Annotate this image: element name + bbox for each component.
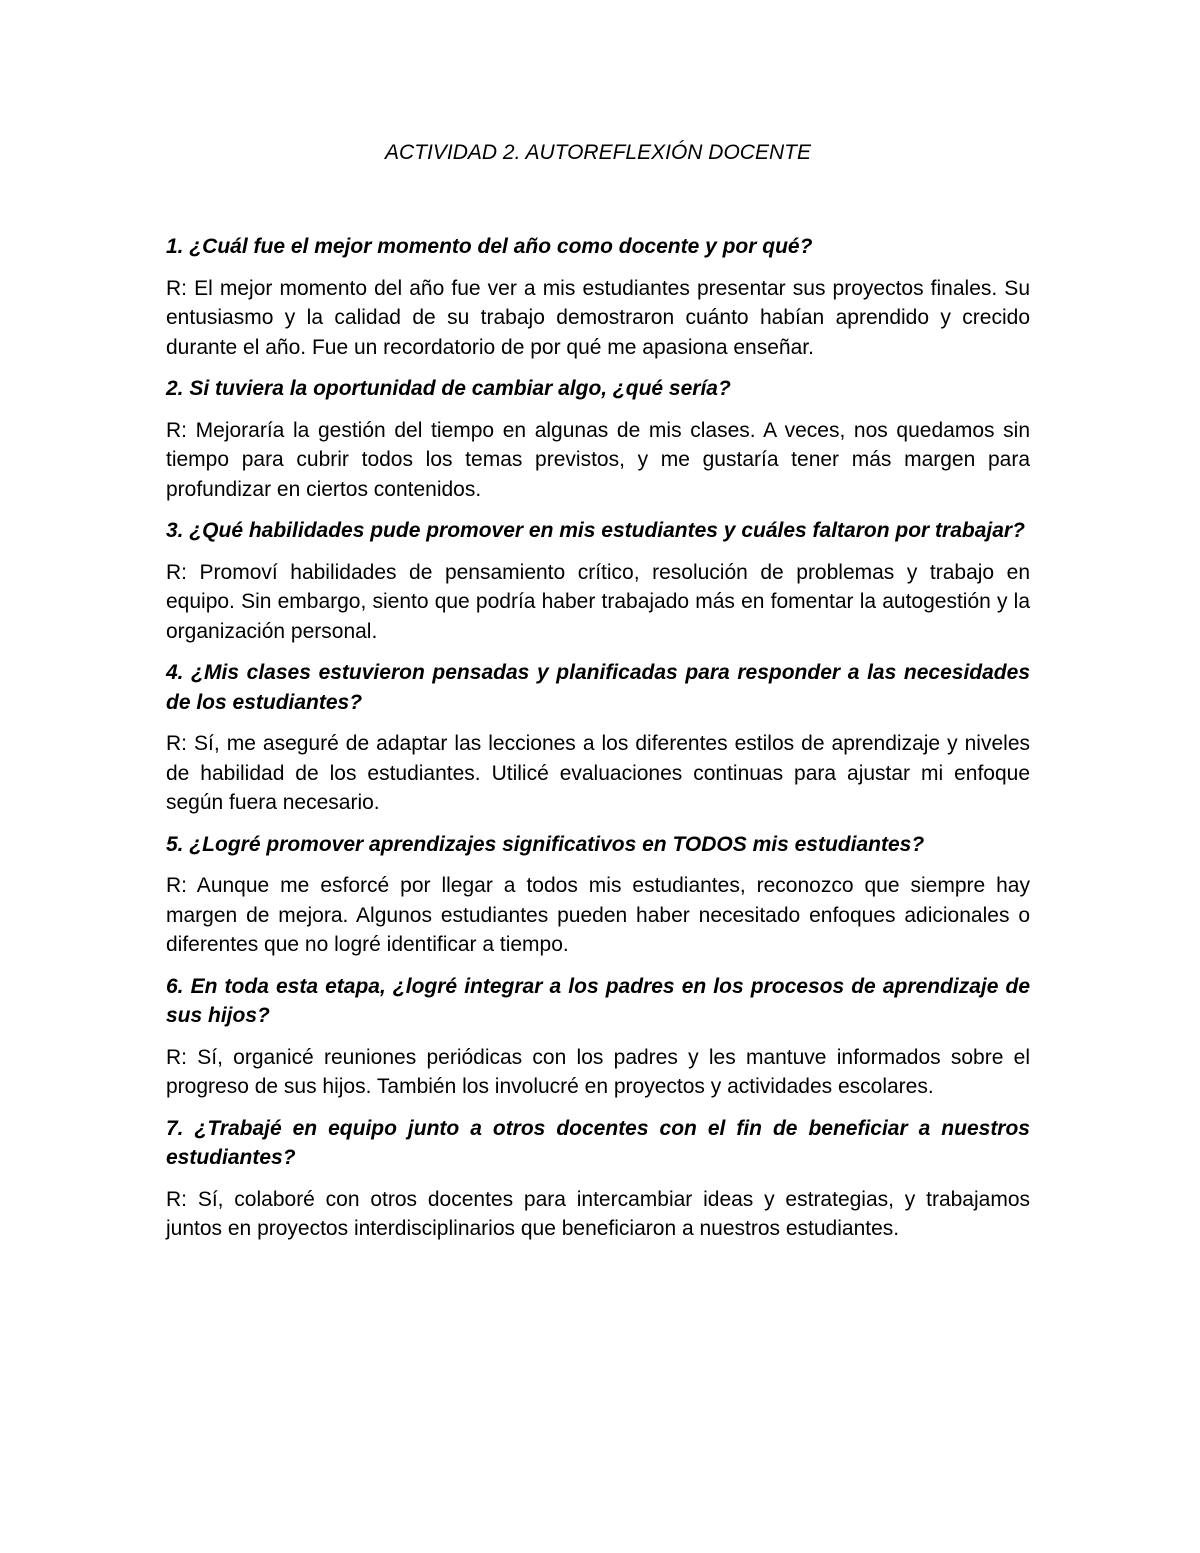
qa-item-5 (166, 830, 1030, 960)
document-page (166, 138, 1030, 1256)
answer-text: R: Aunque me esforcé por llegar a todos mis estudiantes, reconozco que siempre hay margen de mejora. Algunos estudiantes pueden haber necesitado enfoques adicionales o diferentes que no logré identificar a tiempo. (166, 874, 1030, 956)
answer-text: R: Sí, me aseguré de adaptar las lecciones a los diferentes estilos de aprendizaje y niveles de habilidad de los estudiantes. Utilicé evaluaciones continuas para ajustar mi enfoque según fuera necesario. (166, 732, 1030, 814)
document-title: ACTIVIDAD 2. AUTOREFLEXIÓN DOCENTE (385, 141, 811, 164)
qa-item-2 (166, 374, 1030, 504)
question-text: 3. ¿Qué habilidades pude promover en mis estudiantes y cuáles faltaron por trabajar? (166, 519, 1025, 542)
question-text: 5. ¿Logré promover aprendizajes significativos en TODOS mis estudiantes? (166, 832, 925, 856)
answer-text: R: Mejoraría la gestión del tiempo en algunas de mis clases. A veces, nos quedamos sin tiempo para cubrir todos los temas previstos, y me gustaría tener más margen para profundizar en ciertos contenidos. (166, 418, 1030, 501)
answer-text: R: El mejor momento del año fue ver a mis estudiantes presentar sus proyectos finales. Su entusiasmo y la calidad de su trabajo demostraron cuánto habían aprendido y crecido durante el año. Fue un recordatorio de por qué me apasiona enseñar. (166, 276, 1030, 359)
qa-item-1 (166, 232, 1030, 362)
answer-text: R: Promoví habilidades de pensamiento crítico, resolución de problemas y trabajo en equipo. Sin embargo, siento que podría haber trabajado más en fomentar la autogestión y la organización personal. (166, 560, 1030, 643)
qa-item-4 (166, 658, 1030, 818)
answer-text: R: Sí, colaboré con otros docentes para intercambiar ideas y estrategias, y trabajamos juntos en proyectos interdisciplinarios que beneficiaron a nuestros estudiantes. (166, 1187, 1030, 1240)
question-text: 7. ¿Trabajé en equipo junto a otros docentes con el fin de beneficiar a nuestros estudiantes? (166, 1116, 1030, 1169)
qa-item-3 (166, 516, 1030, 646)
question-text: 6. En toda esta etapa, ¿logré integrar a los padres en los procesos de aprendizaje de sus hijos? (166, 974, 1030, 1027)
question-text: 2. Si tuviera la oportunidad de cambiar algo, ¿qué sería? (166, 377, 731, 400)
question-text: 4. ¿Mis clases estuvieron pensadas y planificadas para responder a las necesidades de los estudiantes? (166, 661, 1030, 714)
question-text: 1. ¿Cuál fue el mejor momento del año como docente y por qué? (166, 235, 813, 258)
qa-item-6 (166, 972, 1030, 1102)
answer-text: R: Sí, organicé reuniones periódicas con los padres y les mantuve informados sobre el progreso de sus hijos. También los involucré en proyectos y actividades escolares. (166, 1045, 1030, 1098)
qa-item-7 (166, 1114, 1030, 1244)
